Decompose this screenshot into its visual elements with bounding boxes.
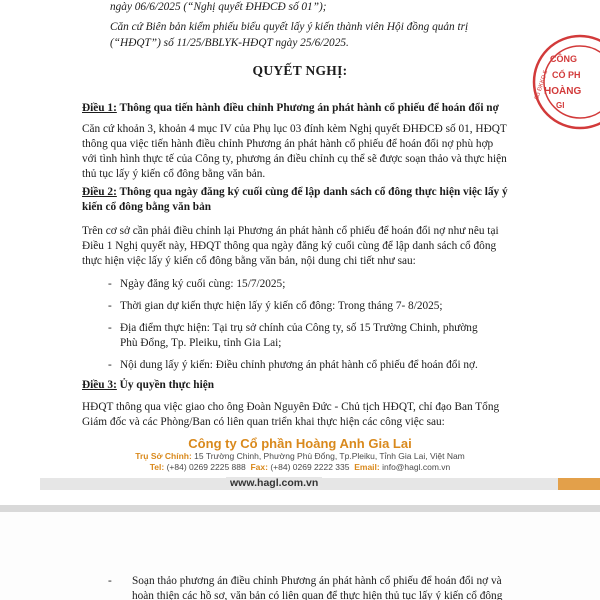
article-2-heading (82, 185, 508, 199)
article-1-line-2: thông qua việc tiến hành điều chỉnh Phương án phát hành cổ phiếu để hoán đổi nợ phù hợp (82, 138, 494, 150)
document-page-2 (0, 512, 600, 600)
footer-email-label: Email: (354, 462, 380, 472)
article-1-heading (82, 101, 499, 115)
article-3-title: Ủy quyền thực hiện (116, 379, 215, 391)
article-1-line-1: Căn cứ khoản 3, khoản 4 mục IV của Phụ lục 03 đính kèm Nghị quyết ĐHĐCĐ số 01, HĐQT (82, 123, 507, 135)
stamp-text-name: HOÀNG (544, 86, 582, 97)
footer-website: www.hagl.com.vn (226, 477, 322, 489)
article-1-label: Điều 1: (82, 102, 117, 114)
bullet-dash-1: - (108, 278, 112, 290)
footer-email: info@hagl.com.vn (379, 462, 451, 472)
footer-address (0, 451, 600, 461)
stamp-text-bot: GI (556, 101, 565, 110)
bullet-dash-4: - (108, 359, 112, 371)
article-1-line-4: thủ tục lấy ý kiến cổ đông bằng văn bản. (82, 168, 266, 180)
bullet-timeline: Thời gian dự kiến thực hiện lấy ý kiến cổ đông: Trong tháng 7- 8/2025; (120, 300, 443, 312)
company-stamp (520, 22, 600, 142)
footer-fax: (+84) 0269 2222 335 (267, 462, 350, 472)
article-2-line-2: Điều 1 Nghị quyết này, HĐQT thông qua ngày đăng ký cuối cùng để lập danh sách cổ đông (82, 240, 497, 252)
bullet-location-cont: Phù Đổng, Tp. Pleiku, tỉnh Gia Lai; (120, 337, 282, 349)
article-2-heading-cont: kiến cổ đông bằng văn bản (82, 201, 212, 213)
article-2-line-1: Trên cơ sở cần phải điều chỉnh lại Phương án phát hành cổ phiếu để hoán đổi nợ như nêu tại (82, 225, 499, 237)
article-3-label: Điều 3: (82, 379, 117, 391)
footer-hq-address: 15 Trường Chinh, Phường Phù Đổng, Tp.Pleiku, Tỉnh Gia Lai, Việt Nam (191, 451, 465, 461)
footer-website-bar (0, 476, 600, 492)
resolution-title: QUYẾT NGHỊ: (252, 63, 348, 78)
article-2-line-3: thực hiện việc lấy ý kiến cổ đông bằng văn bản, nội dung chi tiết như sau: (82, 255, 416, 267)
stamp-arc-text: Số ĐKKD 5 (534, 69, 550, 101)
footer-tel: (+84) 0269 2225 888 (164, 462, 246, 472)
bullet-location: Địa điểm thực hiện: Tại trụ sở chính của Công ty, số 15 Trường Chinh, phường (120, 322, 478, 334)
basis-line-2: (“HĐQT”) số 11/25/BBLYK-HĐQT ngày 25/6/2025. (110, 37, 349, 49)
footer-hq-label: Trụ Sở Chính: (135, 451, 192, 461)
bullet-registration-date: Ngày đăng ký cuối cùng: 15/7/2025; (120, 278, 286, 290)
page2-line-2: hoàn thiện các hồ sơ, văn bản có liên quan để thực hiện thủ tục lấy ý kiến cổ đông (132, 590, 503, 600)
stamp-text-top: CÔNG (550, 54, 577, 64)
reference-line: ngày 06/6/2025 (“Nghị quyết ĐHĐCĐ số 01”); (110, 1, 327, 13)
article-2-title: Thông qua ngày đăng ký cuối cùng để lập danh sách cổ đông thực hiện việc lấy ý (116, 186, 508, 198)
footer-company-name: Công ty Cổ phần Hoàng Anh Gia Lai (188, 436, 412, 451)
article-1-title: Thông qua tiến hành điều chỉnh Phương án phát hành cổ phiếu để hoán đổi nợ (116, 102, 499, 114)
bullet-content: Nội dung lấy ý kiến: Điều chỉnh phương án phát hành cổ phiếu để hoán đổi nợ. (120, 359, 478, 371)
basis-line-1: Căn cứ Biên bản kiểm phiếu biểu quyết lấy ý kiến thành viên Hội đồng quản trị (110, 21, 469, 33)
footer-orange-accent (558, 478, 600, 490)
bullet-dash-2: - (108, 300, 112, 312)
stamp-text-mid: CỔ PH (552, 70, 581, 80)
article-2-label: Điều 2: (82, 186, 117, 198)
footer-fax-label: Fax: (250, 462, 268, 472)
article-3-line-2: Giám đốc và các Phòng/Ban có liên quan triển khai thực hiện các công việc sau: (82, 416, 445, 428)
article-3-heading (82, 378, 214, 392)
page2-line-1: Soạn thảo phương án điều chỉnh Phương án phát hành cổ phiếu để hoán đổi nợ và (132, 575, 502, 587)
article-3-line-1: HĐQT thông qua việc giao cho ông Đoàn Nguyên Đức - Chủ tịch HĐQT, chỉ đạo Ban Tổng (82, 401, 500, 413)
footer-tel-label: Tel: (149, 462, 165, 472)
bullet-dash-3: - (108, 322, 112, 334)
footer-contacts (0, 462, 600, 472)
page2-bullet-dash: - (108, 575, 112, 587)
article-1-line-3: với tình hình thực tế của Công ty, phương án điều chỉnh cụ thể sẽ được soạn thảo và thực hiện (82, 153, 507, 165)
